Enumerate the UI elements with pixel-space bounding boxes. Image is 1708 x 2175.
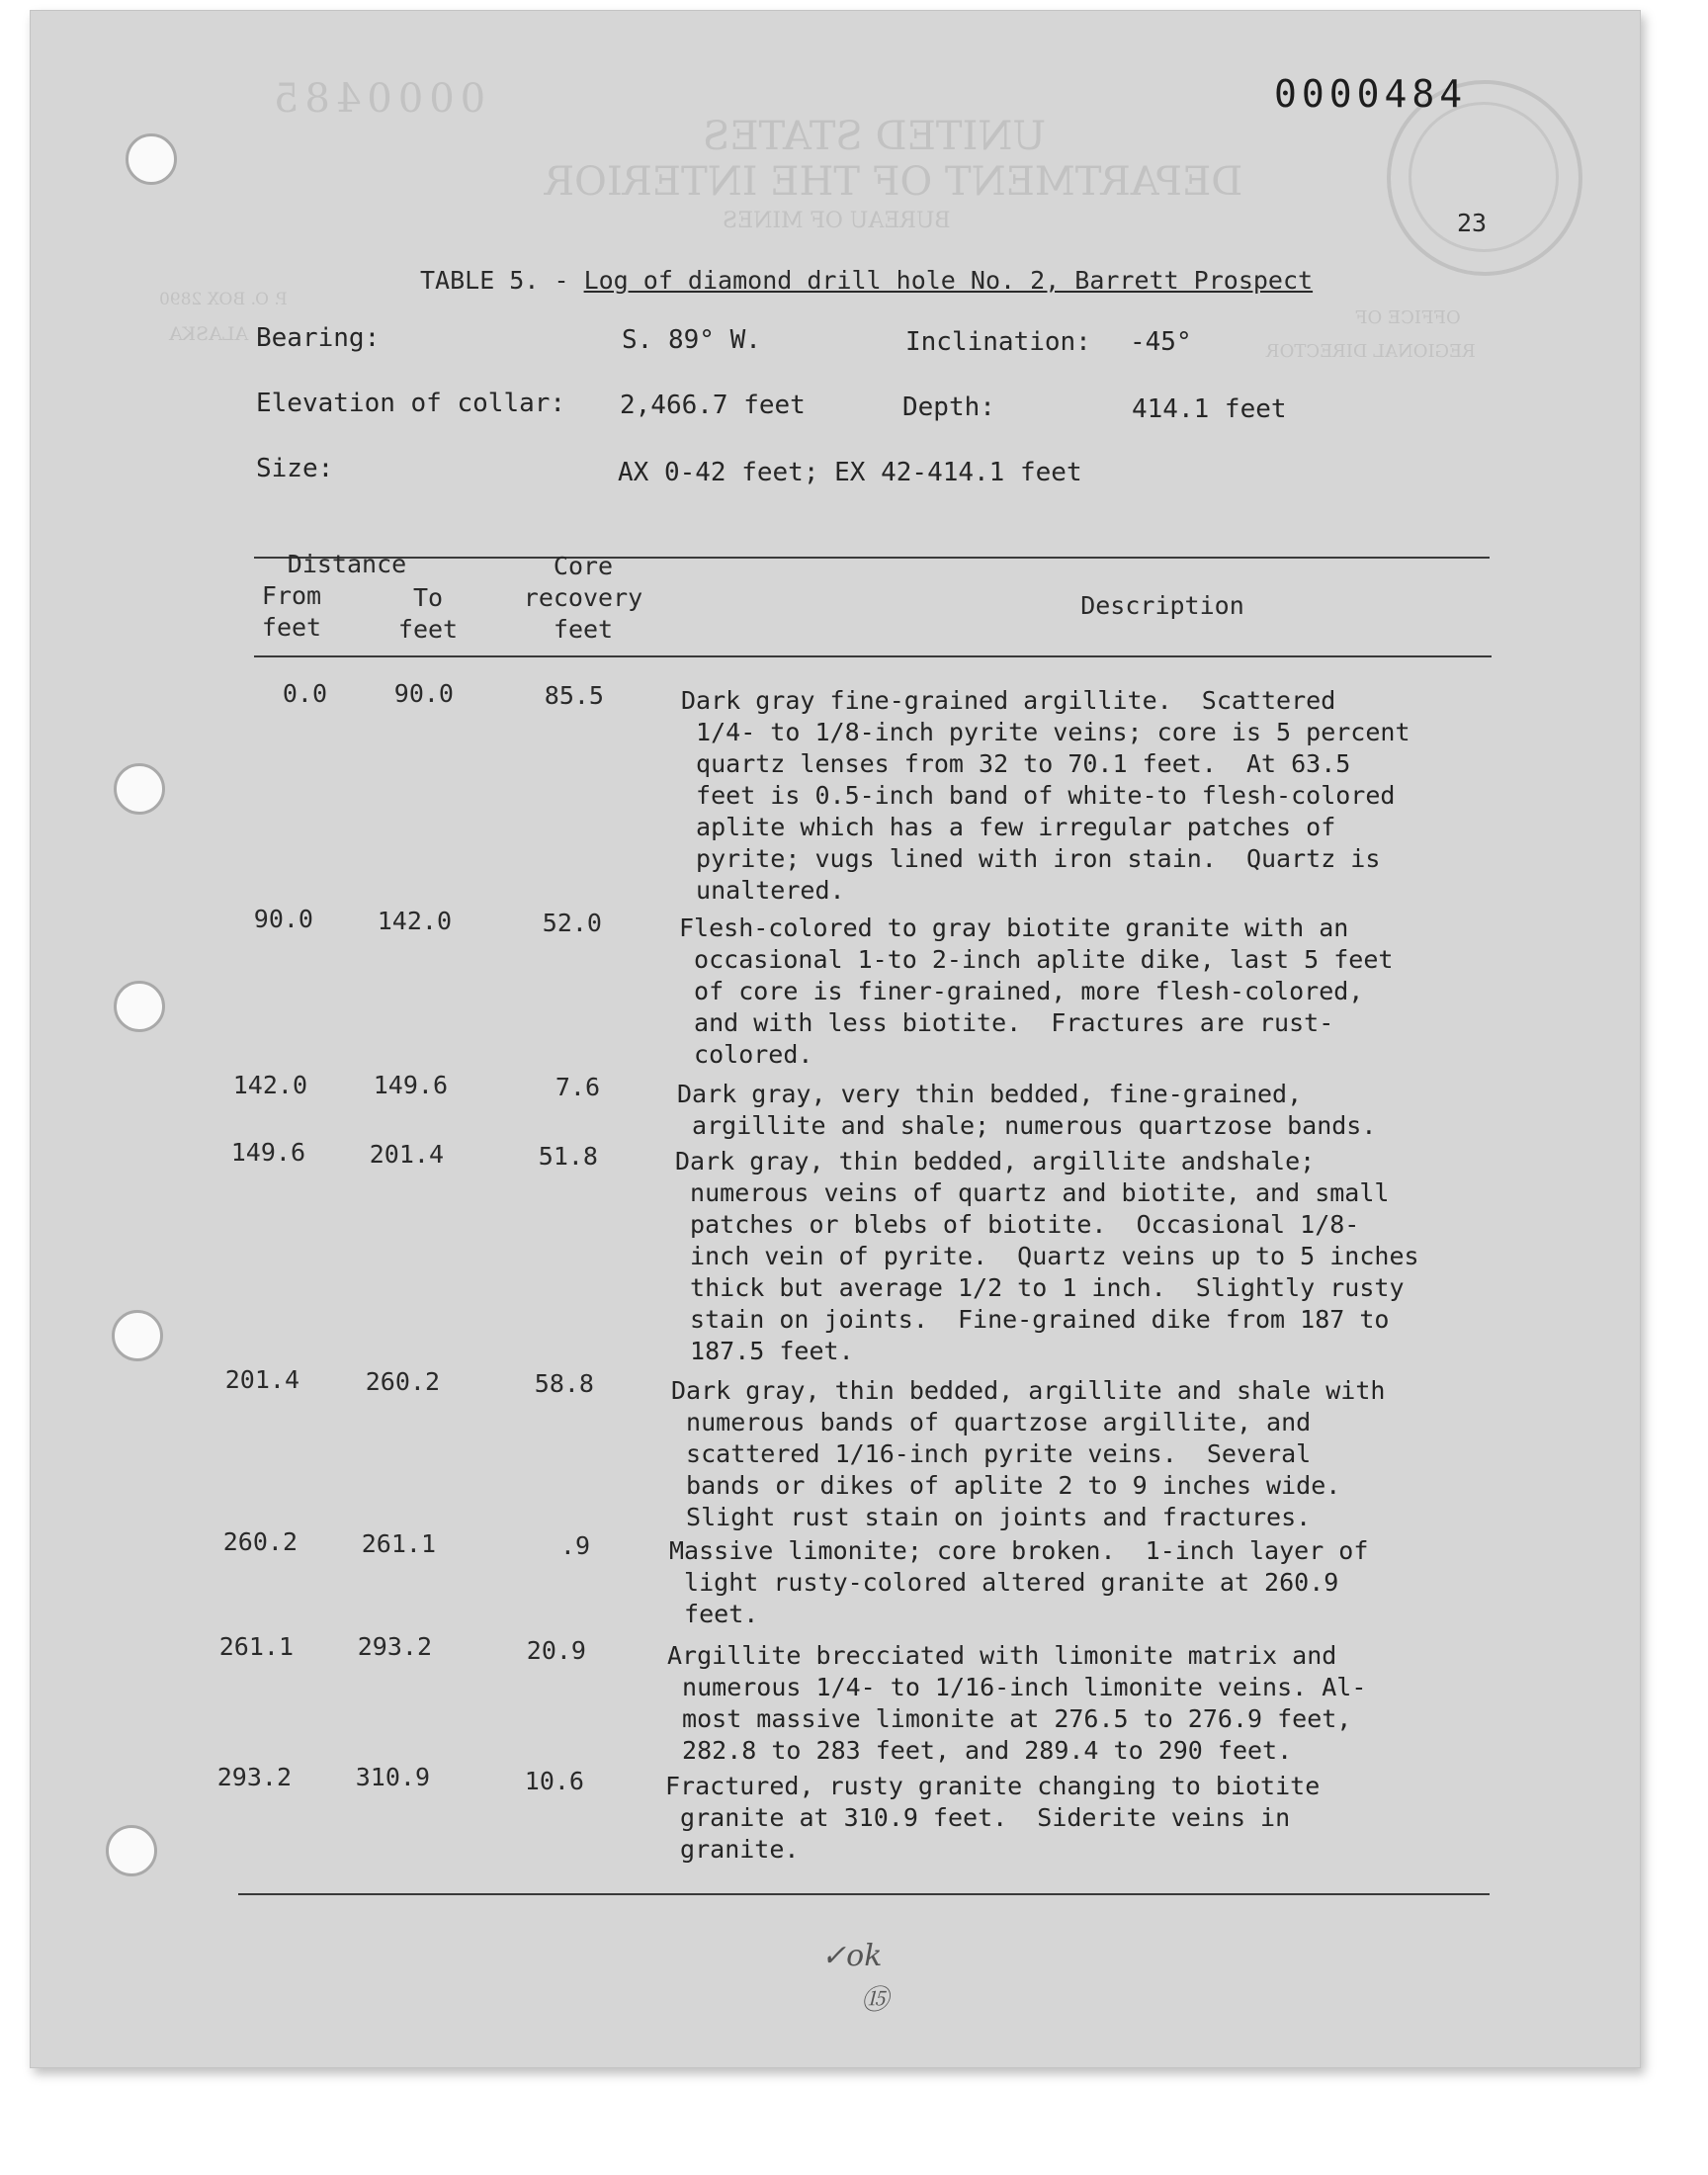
row-core: 7.6 — [555, 1073, 600, 1101]
header-core-recovery: recovery — [523, 583, 643, 612]
document-page — [30, 10, 1641, 2068]
table-title — [420, 266, 1313, 295]
row-core: 52.0 — [542, 909, 602, 937]
row-description: Dark gray, thin bedded, argillite and shale with numerous bands of quartzose argillite, and scattered 1/16-inch pyrite veins. Several bands or dikes of aplite 2 to 9 inches wide. Slight rust stain on joints and fractures. — [671, 1376, 1386, 1531]
row-core: 20.9 — [526, 1636, 586, 1665]
row-description: Massive limonite; core broken. 1-inch layer of light rusty-colored altered granite at 260.9 feet. — [669, 1536, 1369, 1628]
row-to: 90.0 — [393, 679, 454, 708]
handwritten-ok: ✓ok — [821, 1939, 883, 1973]
row-description: Fractured, rusty granite changing to biotite granite at 310.9 feet. Siderite veins in granite. — [665, 1772, 1321, 1864]
binder-hole — [114, 763, 165, 815]
size-value: AX 0-42 feet; EX 42-414.1 feet — [618, 458, 1082, 487]
depth-label: Depth: — [902, 392, 995, 422]
row-to: 261.1 — [361, 1529, 436, 1558]
row-to: 142.0 — [377, 907, 452, 935]
row-from: 90.0 — [253, 905, 313, 933]
size-label: Size: — [256, 454, 334, 483]
document-serial: 0000484 — [1274, 72, 1468, 116]
row-description: Dark gray, thin bedded, argillite andshale; numerous veins of quartz and biotite, and small patches or blebs of biotite. Occasional 1/8- inch vein of pyrite. Quartz veins up to 5 inches thick but average 1/2 to 1 inch. Slightly rusty stain on joints. Fine-grained dike from 187 to 187.5 feet. — [675, 1147, 1419, 1365]
row-from: 260.2 — [222, 1527, 298, 1556]
row-description: Flesh-colored to gray biotite granite with an occasional 1-to 2-inch aplite dike, last 5 feet of core is finer-grained, more flesh-colored, and with less biotite. Fractures are rust- colored. — [679, 914, 1394, 1069]
ghost-serial: 0000485 — [268, 76, 486, 122]
row-from: 149.6 — [230, 1138, 305, 1167]
handwritten-circled-number: ⑮ — [861, 1983, 890, 2016]
elevation-value: 2,466.7 feet — [620, 391, 806, 420]
ghost-letterhead-line: BUREAU OF MINES — [723, 209, 951, 233]
ghost-office: OFFICE OF — [1355, 307, 1461, 328]
row-to: 149.6 — [373, 1071, 448, 1099]
table-title-text: Log of diamond drill hole No. 2, Barrett Prospect — [583, 266, 1314, 295]
binder-hole — [106, 1825, 157, 1876]
row-from: 0.0 — [282, 679, 327, 708]
row-description: Argillite brecciated with limonite matrix and numerous 1/4- to 1/16-inch limonite veins. Al- most massive limonite at 276.5 to 276.9 feet, 282.8 to 283 feet, and 289.4 to 290 feet. — [667, 1641, 1367, 1765]
header-from-unit: feet — [261, 613, 322, 642]
row-from: 261.1 — [218, 1632, 294, 1661]
row-core: 58.8 — [534, 1369, 594, 1398]
row-core: 51.8 — [538, 1142, 598, 1171]
row-from: 201.4 — [224, 1365, 299, 1394]
binder-hole — [114, 981, 165, 1032]
header-core-unit: feet — [553, 615, 614, 644]
table-top-rule — [254, 557, 1490, 559]
binder-hole — [126, 133, 177, 185]
row-to: 260.2 — [365, 1367, 440, 1396]
table-title-prefix: TABLE 5. - — [420, 266, 584, 295]
table-bottom-rule — [238, 1893, 1490, 1895]
row-core: 85.5 — [544, 681, 604, 710]
bearing-label: Bearing: — [256, 323, 381, 353]
ghost-office: REGIONAL DIRECTOR — [1266, 341, 1476, 362]
binder-hole — [112, 1310, 163, 1361]
row-from: 142.0 — [232, 1071, 307, 1099]
inclination-value: -45° — [1130, 327, 1192, 357]
depth-value: 414.1 feet — [1132, 394, 1287, 424]
header-to-unit: feet — [397, 615, 459, 644]
ghost-address: ALASKA — [169, 323, 249, 345]
bearing-value: S. 89° W. — [622, 325, 761, 355]
ghost-letterhead-line: DEPARTMENT OF THE INTERIOR — [545, 159, 1243, 205]
page-number: 23 — [1457, 209, 1488, 237]
header-description: Description — [1080, 591, 1244, 620]
row-to: 201.4 — [369, 1140, 444, 1169]
header-from: From — [261, 581, 322, 610]
ghost-letterhead-line: UNITED STATES — [703, 114, 1047, 159]
row-description: Dark gray, very thin bedded, fine-grained, argillite and shale; numerous quartzose bands. — [677, 1080, 1377, 1140]
header-core: Core — [553, 552, 614, 580]
row-description: Dark gray fine-grained argillite. Scattered 1/4- to 1/8-inch pyrite veins; core is 5 percent quartz lenses from 32 to 70.1 feet. At 63.5 feet is 0.5-inch band of white-to flesh-colored aplite which has a few irregular patches of pyrite; vugs lined with iron stain. Quartz is unaltered. — [681, 686, 1410, 905]
row-to: 310.9 — [355, 1763, 430, 1791]
row-core: 10.6 — [524, 1767, 584, 1795]
header-distance: Distance — [287, 550, 407, 578]
row-to: 293.2 — [357, 1632, 432, 1661]
inclination-label: Inclination: — [905, 327, 1091, 357]
header-bottom-rule — [254, 655, 1492, 657]
ghost-address: P. O. BOX 2890 — [159, 290, 288, 309]
row-from: 293.2 — [216, 1763, 292, 1791]
elevation-label: Elevation of collar: — [256, 389, 566, 418]
row-core: .9 — [559, 1531, 590, 1560]
header-to: To — [412, 583, 444, 612]
